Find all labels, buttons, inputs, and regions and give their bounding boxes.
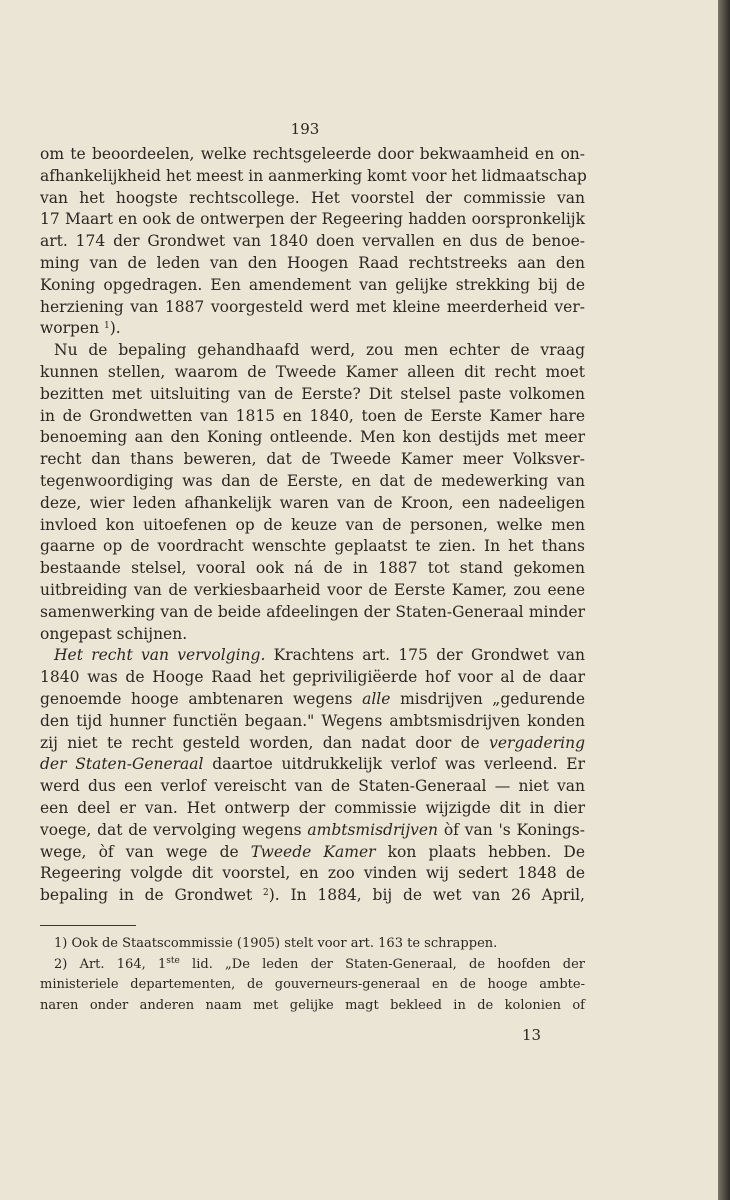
text-span: zij niet te recht gesteld worden, dan nadat door de	[40, 733, 490, 752]
text-span: bepaling in de Grondwet	[40, 886, 263, 905]
text-line: bestaande stelsel, vooral ook ná de in 1887 tot stand gekomen	[40, 559, 585, 578]
text-line: Regeering volgde dit voorstel, en zoo vinden wij sedert 1848 de	[40, 864, 585, 883]
footnote-ref: 1	[104, 321, 110, 332]
text-line: om te beoordeelen, welke rechtsgeleerde door bekwaamheid en on-	[40, 145, 585, 163]
text-line: van het hoogste rechtscollege. Het voorstel der commissie van	[40, 188, 585, 207]
text-line: deze, wier leden afhankelijk waren van de Kroon, een nadeeligen	[40, 493, 585, 512]
text-line: ongepast schijnen.	[40, 624, 188, 643]
text-line: ming van de leden van den Hoogen Raad rechtstreeks aan den	[40, 253, 585, 272]
text-line: recht dan thans beweren, dat de Tweede Kamer meer Volksver-	[40, 450, 585, 469]
text-line	[40, 820, 585, 842]
text-line	[40, 842, 585, 864]
text-span: ).	[109, 319, 121, 338]
text-span: misdrijven „gedurende	[390, 689, 585, 708]
body-text	[40, 144, 585, 907]
text-line: samenwerking van de beide afdeelingen der Staten-Generaal minder	[40, 602, 585, 621]
text-line: 1840 was de Hooge Raad het gepriviligiëerde hof voor al de daar	[40, 668, 585, 687]
footnote-line: naren onder anderen naam met gelijke magt bekleed in de kolonien of	[40, 997, 585, 1013]
text-line: benoeming aan den Koning ontleende. Men kon destijds met meer	[40, 428, 585, 447]
section-heading: Het recht van vervolging.	[54, 646, 266, 665]
text-span: Krachtens art. 175 der Grondwet van	[265, 646, 585, 665]
footnote	[40, 955, 585, 976]
text-line	[40, 645, 585, 667]
text-span: Tweede Kamer	[250, 842, 376, 861]
text-span: der Staten-Generaal	[40, 755, 204, 774]
text-span: daartoe uitdrukkelijk verlof was verleend. Er	[203, 755, 586, 774]
text-span: worpen	[40, 319, 105, 338]
text-span: wege, òf van wege de	[40, 842, 251, 861]
text-span: vergadering	[489, 733, 585, 752]
footnote: 1) Ook de Staatscommissie (1905) stelt voor art. 163 te schrappen.	[54, 936, 498, 951]
text-span: 2) Art. 164, 1	[54, 956, 167, 972]
text-span: voege, dat de vervolging wegens	[40, 820, 308, 839]
text-line	[40, 318, 585, 340]
text-line: Koning opgedragen. Een amendement van gelijke strekking bij de	[40, 275, 585, 294]
page-number: 193	[290, 120, 320, 138]
text-line: art. 174 der Grondwet van 1840 doen vervallen en dus de benoe-	[40, 232, 585, 251]
text-span: ambtsmisdrijven	[307, 820, 439, 839]
page-edge-shadow	[718, 0, 730, 1200]
text-line: 17 Maart en ook de ontwerpen der Regeering hadden oorspronkelijk	[40, 210, 585, 229]
text-line: afhankelijkheid het meest in aanmerking komt voor het lidmaatschap	[40, 166, 587, 185]
text-span: genoemde hooge ambtenaren wegens	[40, 689, 363, 708]
text-span: òf van 's Konings-	[438, 820, 586, 839]
text-line: in de Grondwetten van 1815 en 1840, toen de Eerste Kamer hare	[40, 406, 585, 425]
text-line: Nu de bepaling gehandhaafd werd, zou men echter de vraag	[54, 341, 585, 360]
text-line: kunnen stellen, waarom de Tweede Kamer alleen dit recht moet	[40, 362, 585, 381]
text-line: den tijd hunner functiën begaan." Wegens ambtsmisdrijven konden	[40, 711, 585, 730]
text-line: werd dus een verlof vereischt van de Staten-Generaal — niet van	[40, 777, 585, 796]
text-line: herziening van 1887 voorgesteld werd met kleine meerderheid ver-	[40, 297, 585, 316]
text-line: een deel er van. Het ontwerp der commissie wijzigde dit in dier	[40, 798, 585, 817]
footnotes	[40, 934, 585, 1016]
text-line: uitbreiding van de verkiesbaarheid voor de Eerste Kamer, zou eene	[40, 580, 585, 599]
text-line	[40, 885, 585, 907]
text-line	[40, 754, 585, 776]
footnote-line: ministeriele departementen, de gouverneurs-generaal en de hooge ambte-	[40, 977, 585, 992]
text-line	[40, 689, 585, 711]
text-span: kon plaats hebben. De	[375, 842, 585, 861]
text-line: invloed kon uitoefenen op de keuze van de personen, welke men	[40, 515, 585, 534]
text-line: bezitten met uitsluiting van de Eerste? Dit stelsel paste volkomen	[40, 384, 585, 403]
text-line: tegenwoordiging was dan de Eerste, en dat de medewerking van	[40, 471, 585, 490]
text-span: ). In 1884, bij de wet van 26 April,	[268, 886, 585, 905]
signature-mark: 13	[522, 1026, 542, 1044]
text-line: gaarne op de voordracht wenschte geplaatst te zien. In het thans	[40, 537, 585, 556]
text-line	[40, 733, 585, 755]
footnote-ref: 2	[262, 888, 269, 899]
text-span: alle	[362, 689, 391, 708]
superscript: ste	[166, 955, 180, 966]
footnote-divider	[40, 925, 136, 926]
text-span: lid. „De leden der Staten-Generaal, de hoofden der	[179, 956, 585, 972]
